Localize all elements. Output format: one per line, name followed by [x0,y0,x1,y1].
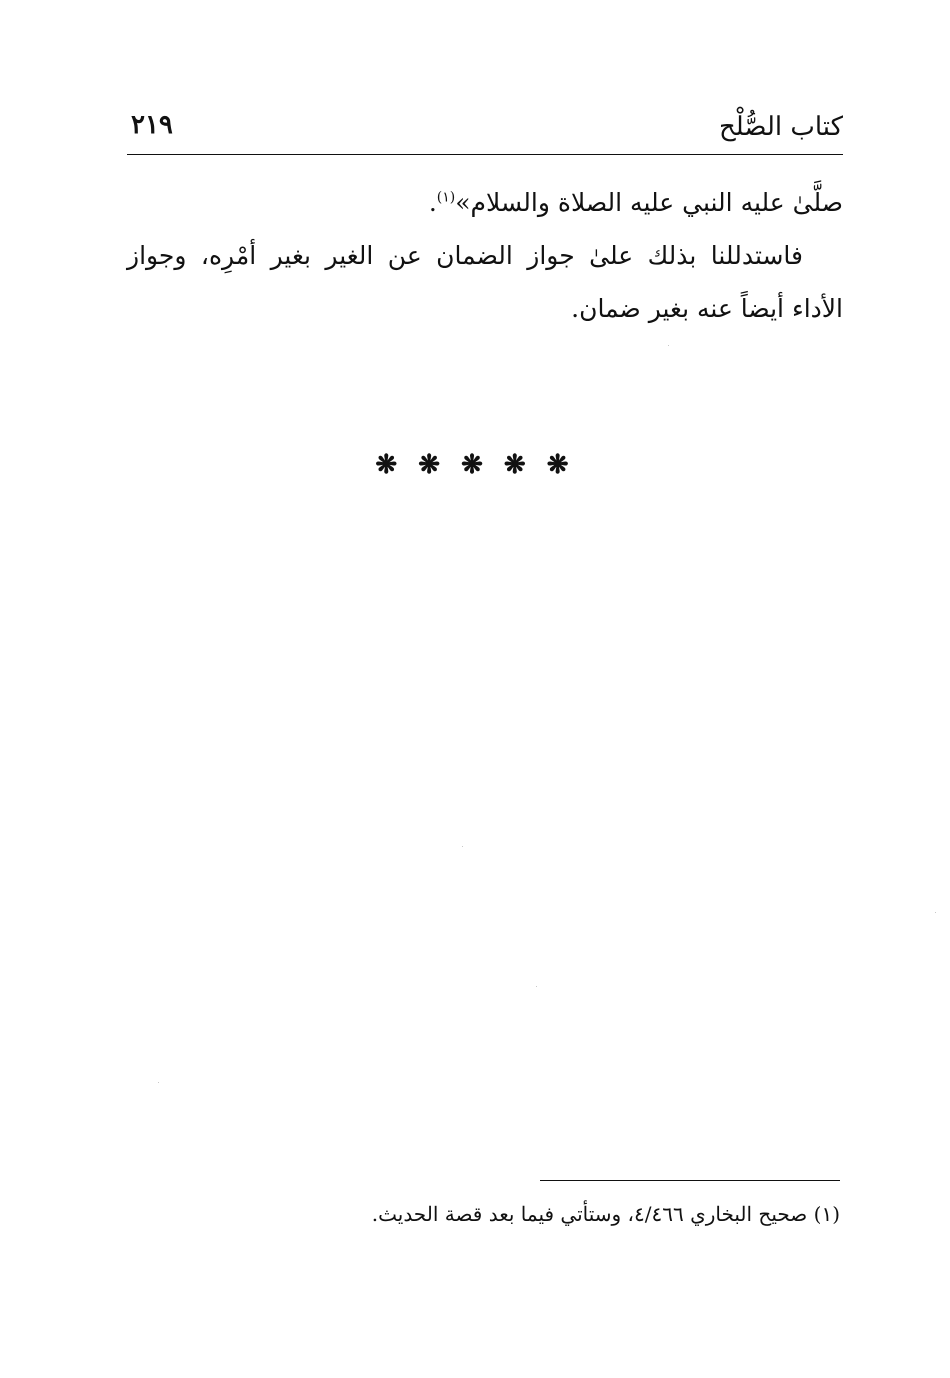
footnote-reference: (١) [436,189,456,206]
main-text [127,176,843,335]
chapter-title: كتاب الصُّلْح [719,112,843,142]
running-header [127,108,843,155]
footnote: (١) صحيح البخاري ٤/٤٦٦، وستأتي فيما بعد قصة الحديث. [371,1202,840,1226]
scan-speck [668,345,669,346]
section-separator: ❋ ❋ ❋ ❋ ❋ [375,450,575,480]
paragraph-text: صلَّىٰ عليه النبي عليه الصلاة والسلام» [455,188,843,217]
paragraph: فاستدللنا بذلك علىٰ جواز الضمان عن الغير بغير أمْرِه، وجواز الأداء أيضاً عنه بغير ضمان. [127,241,843,323]
scan-speck [935,912,936,913]
paragraph [127,176,843,229]
footnote-divider [540,1180,840,1181]
paragraph-end: . [428,188,437,217]
scan-speck [158,1082,159,1083]
scan-speck [536,986,537,987]
page-number: ٢١٩ [131,110,173,140]
scan-speck [462,846,463,847]
